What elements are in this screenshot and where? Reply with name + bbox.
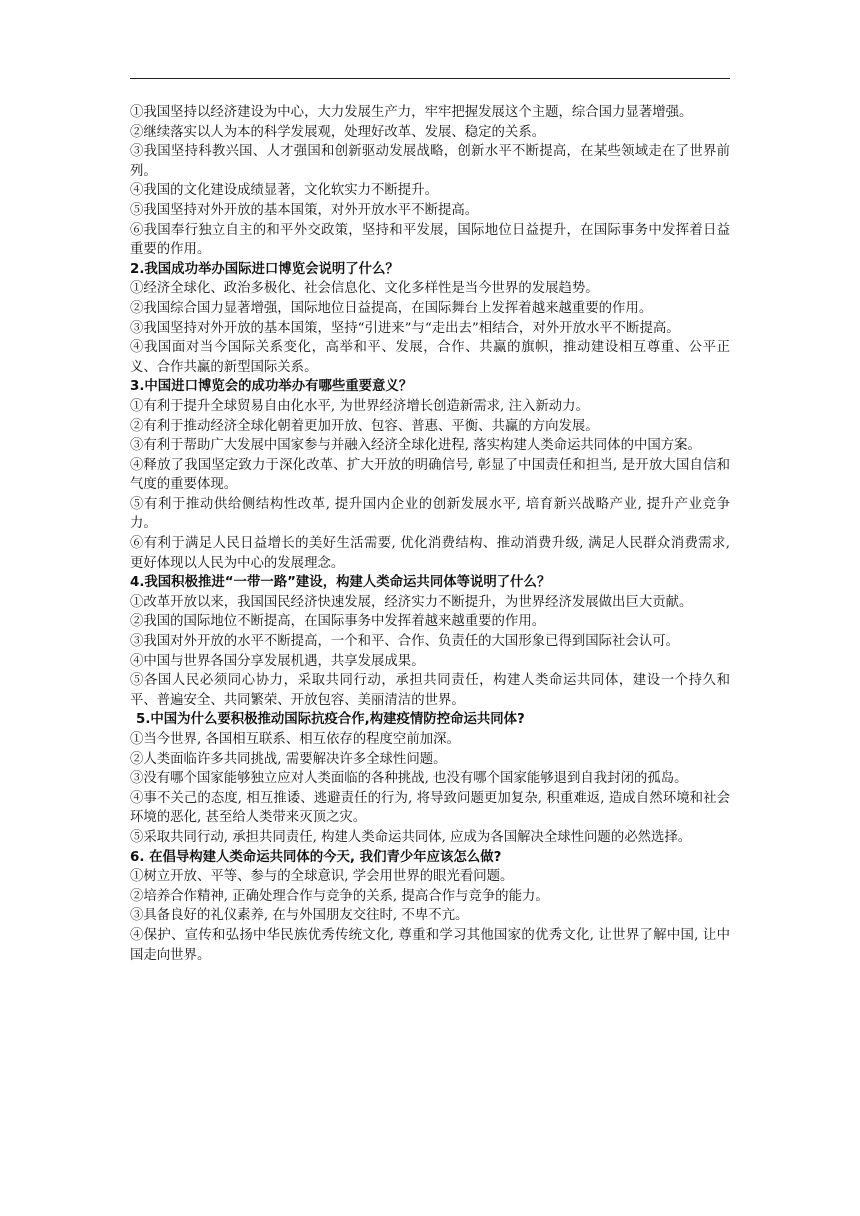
list-item: ③有利于帮助广大发展中国家参与并融入经济全球化进程, 落实构建人类命运共同体的中国方案。: [130, 438, 701, 454]
list-item: ①当今世界, 各国相互联系、相互依存的程度空前加深。: [130, 732, 460, 747]
section-q2: [130, 260, 730, 378]
list-item: ①改革开放以来，我国国民经济快速发展，经济实力不断提升，为世界经济发展做出巨大贡献。: [130, 594, 693, 610]
list-item: ②培养合作精神, 正确处理合作与竞争的关系, 提高合作与竞争的能力。: [130, 888, 549, 904]
section-q3: [130, 377, 730, 573]
list-item: ②我国的国际地位不断提高，在国际事务中发挥着越来越重要的作用。: [130, 614, 546, 630]
list-item: ③我国坚持科教兴国、人才强国和创新驱动发展战略，创新水平不断提高，在某些领域走在了世界前列。: [130, 144, 730, 179]
list-item: ④我国面对当今国际关系变化，高举和平、发展，合作、共赢的旗帜，推动建设相互尊重、公平正义、合作共赢的新型国际关系。: [130, 340, 730, 375]
question-heading: 3.中国进口博览会的成功举办有哪些重要意义？: [130, 379, 413, 395]
list-item: ④我国的文化建设成绩显著，文化软实力不断提升。: [130, 183, 438, 199]
list-item: ①树立开放、平等、参与的全球意识, 学会用世界的眼光看问题。: [130, 869, 514, 885]
list-item: ②有利于推动经济全球化朝着更加开放、包容、普惠、平衡、共赢的方向发展。: [130, 418, 599, 434]
header-rule: [130, 78, 730, 79]
list-item: ⑥有利于满足人民日益增长的美好生活需要, 优化消费结构、推动消费升级, 满足人民群众消费需求, 更好体现以人民为中心的发展理念。: [130, 536, 730, 571]
list-item: ③没有哪个国家能够独立应对人类面临的各种挑战, 也没有哪个国家能够退到自我封闭的孤岛。: [130, 771, 688, 787]
section-q4: [130, 573, 730, 710]
list-item: ④事不关己的态度, 相互推诿、逃避责任的行为, 将导致问题更加复杂, 积重难返, 造成自然环境和社会环境的恶化, 甚至给人类带来灭顶之灾。: [130, 790, 730, 826]
section-q6: [130, 848, 730, 966]
list-item: ⑤各国人民必须同心协力，采取共同行动，承担共同责任，构建人类命运共同体，建设一个持久和平、普遍安全、共同繁荣、开放包容、美丽清洁的世界。: [130, 673, 730, 708]
list-item: ④保护、宣传和弘扬中华民族优秀传统文化, 尊重和学习其他国家的优秀文化, 让世界了解中国, 让中国走向世界。: [130, 927, 730, 963]
list-item: ④中国与世界各国分享发展机遇，共享发展成果。: [130, 653, 425, 669]
list-item: ⑤有利于推动供给侧结构性改革, 提升国内企业的创新发展水平, 培育新兴战略产业, 提升产业竞争力。: [130, 496, 730, 532]
list-item: ⑤我国坚持对外开放的基本国策，对外开放水平不断提高。: [130, 202, 479, 218]
list-item: ②人类面临许多共同挑战, 需要解决许多全球性问题。: [130, 751, 447, 767]
list-item: ①有利于提升全球贸易自由化水平, 为世界经济增长创造新需求, 注入新动力。: [130, 398, 589, 414]
list-item: ④释放了我国坚定致力于深化改革、扩大开放的明确信号, 彰显了中国责任和担当, 是开放大国自信和气度的重要体现。: [130, 457, 730, 493]
list-item: ③具备良好的礼仪素养, 在与外国朋友交往时, 不卑不亢。: [130, 908, 469, 924]
question-heading: 6. 在倡导构建人类命运共同体的今天, 我们青少年应该怎么做?: [130, 849, 502, 865]
question-heading: 5.中国为什么要积极推动国际抗疫合作,构建疫情防控命运共同体?: [136, 712, 525, 728]
list-item: ③我国对外开放的水平不断提高，一个和平、合作、负责任的大国形象已得到国际社会认可。: [130, 634, 680, 650]
list-item: ②我国综合国力显著增强，国际地位日益提高，在国际舞台上发挥着越来越重要的作用。: [130, 300, 653, 316]
question-heading: 4.我国积极推进“一带一路”建设，构建人类命运共同体等说明了什么？: [130, 575, 551, 591]
list-item: ⑤采取共同行动, 承担共同责任, 构建人类命运共同体, 应成为各国解决全球性问题的必然选择。: [130, 829, 692, 845]
list-item: ③我国坚持对外开放的基本国策，坚持“引进来”与“走出去”相结合，对外开放水平不断提高。: [130, 320, 680, 336]
list-item: ②继续落实以人为本的科学发展观，处理好改革、发展、稳定的关系。: [130, 124, 546, 140]
document-body: [130, 103, 730, 965]
list-item: ①我国坚持以经济建设为中心，大力发展生产力，牢牢把握发展这个主题，综合国力显著增强。: [130, 105, 693, 120]
list-item: ⑥我国奉行独立自主的和平外交政策，坚持和平发展，国际地位日益提升，在国际事务中发挥着日益重要的作用。: [130, 222, 730, 258]
section-q5: [130, 710, 730, 847]
section-intro: [130, 103, 730, 260]
question-heading: 2.我国成功举办国际进口博览会说明了什么？: [130, 261, 399, 277]
list-item: ①经济全球化、政治多极化、社会信息化、文化多样性是当今世界的发展趋势。: [130, 281, 599, 297]
